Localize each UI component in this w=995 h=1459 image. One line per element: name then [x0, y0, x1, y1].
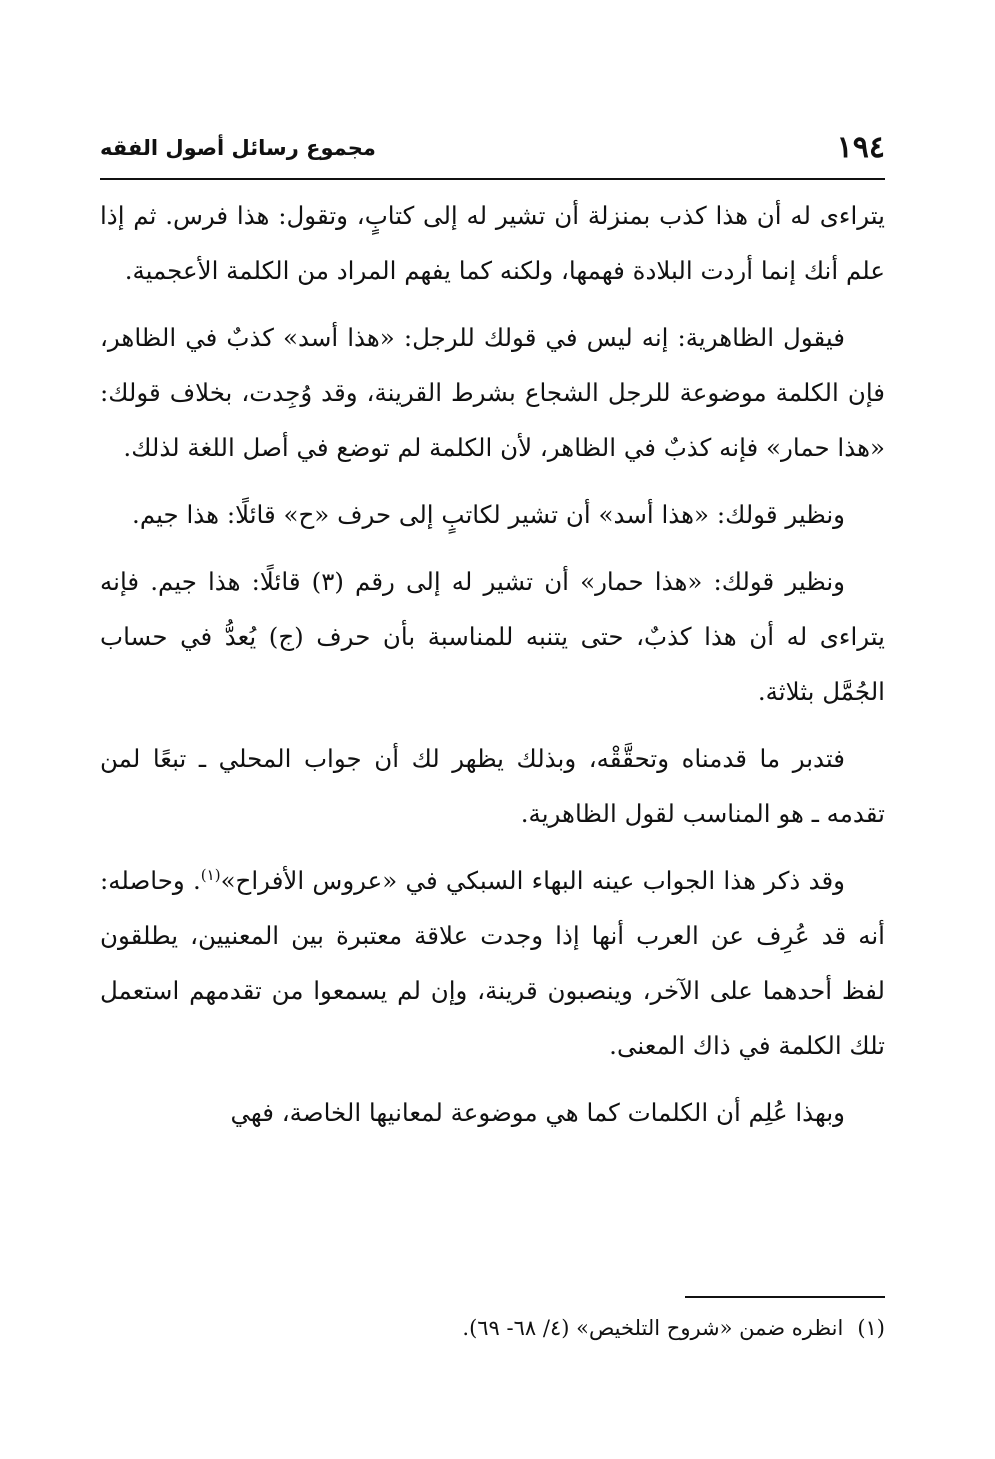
paragraph-6-lead: وقد ذكر هذا الجواب عينه البهاء السبكي في «عروس الأفراح»: [220, 866, 845, 895]
paragraph-7: وبهذا عُلِم أن الكلمات كما هي موضوعة لمعانيها الخاصة، فهي: [230, 1098, 845, 1127]
paragraph-4: ونظير قولك: «هذا حمار» أن تشير له إلى رقم (٣) قائلًا: هذا جيم. فإنه يتراءى له أن هذا كذبٌ، حتى يتنبه للمناسبة بأن حرف (ج) يُعدُّ في حساب الجُمَّل بثلاثة.: [100, 567, 885, 706]
header-divider: [100, 178, 885, 180]
running-title: مجموع رسائل أصول الفقه: [100, 136, 376, 160]
footnote-text: انظره ضمن «شروح التلخيص» (٤/ ٦٨- ٦٩).: [462, 1316, 844, 1340]
page-header: [100, 128, 885, 168]
paragraph-6: وقد ذكر هذا الجواب عينه البهاء السبكي في «عروس الأفراح»$^{(١)}$. وحاصله: أنه قد عُرِف عن العرب أنها إذا وجدت علاقة معتبرة بين المعنيين، يطلقون لفظ أحدهما على الآخر، وينصبون قرينة، وإن لم يسمعوا من تقدمهم استعمل تلك الكلمة في ذاك المعنى.: [100, 865, 885, 1060]
footnote-reference[interactable]: (١): [200, 865, 221, 884]
paragraph-6-continuation: وحاصله: أنه قد عُرِف عن العرب أنها إذا وجدت علاقة معتبرة بين المعنيين، يطلقون لفظ أحدهما على الآخر، وينصبون قرينة، وإن لم يسمعوا من تقدمهم استعمل تلك الكلمة في ذاك المعنى.: [100, 866, 885, 1060]
paragraph-5: فتدبر ما قدمناه وتحقَّقْه، وبذلك يظهر لك أن جواب المحلي ـ تبعًا لمن تقدمه ـ هو المناسب لقول الظاهرية.: [100, 744, 885, 828]
paragraph-1: يتراءى له أن هذا كذب بمنزلة أن تشير له إلى كتابٍ، وتقول: هذا فرس. ثم إذا علم أنك إنما أردت البلادة فهمها، ولكنه كما يفهم المراد من الكلمة الأعجمية.: [100, 201, 885, 285]
page-number: ١٩٤: [836, 130, 885, 165]
paragraph-3: ونظير قولك: «هذا أسد» أن تشير لكاتبٍ إلى حرف «ح» قائلًا: هذا جيم.: [132, 500, 845, 529]
page-body: [100, 188, 885, 1288]
footnote-marker: (١): [857, 1316, 885, 1340]
footnote-divider: [685, 1296, 885, 1298]
paragraph-2: فيقول الظاهرية: إنه ليس في قولك للرجل: «هذا أسد» كذبٌ في الظاهر، فإن الكلمة موضوعة للرجل الشجاع بشرط القرينة، وقد وُجِدت، بخلاف قولك: «هذا حمار» فإنه كذبٌ في الظاهر، لأن الكلمة لم توضع في أصل اللغة لذلك.: [100, 323, 885, 462]
footnote: [100, 1310, 885, 1350]
